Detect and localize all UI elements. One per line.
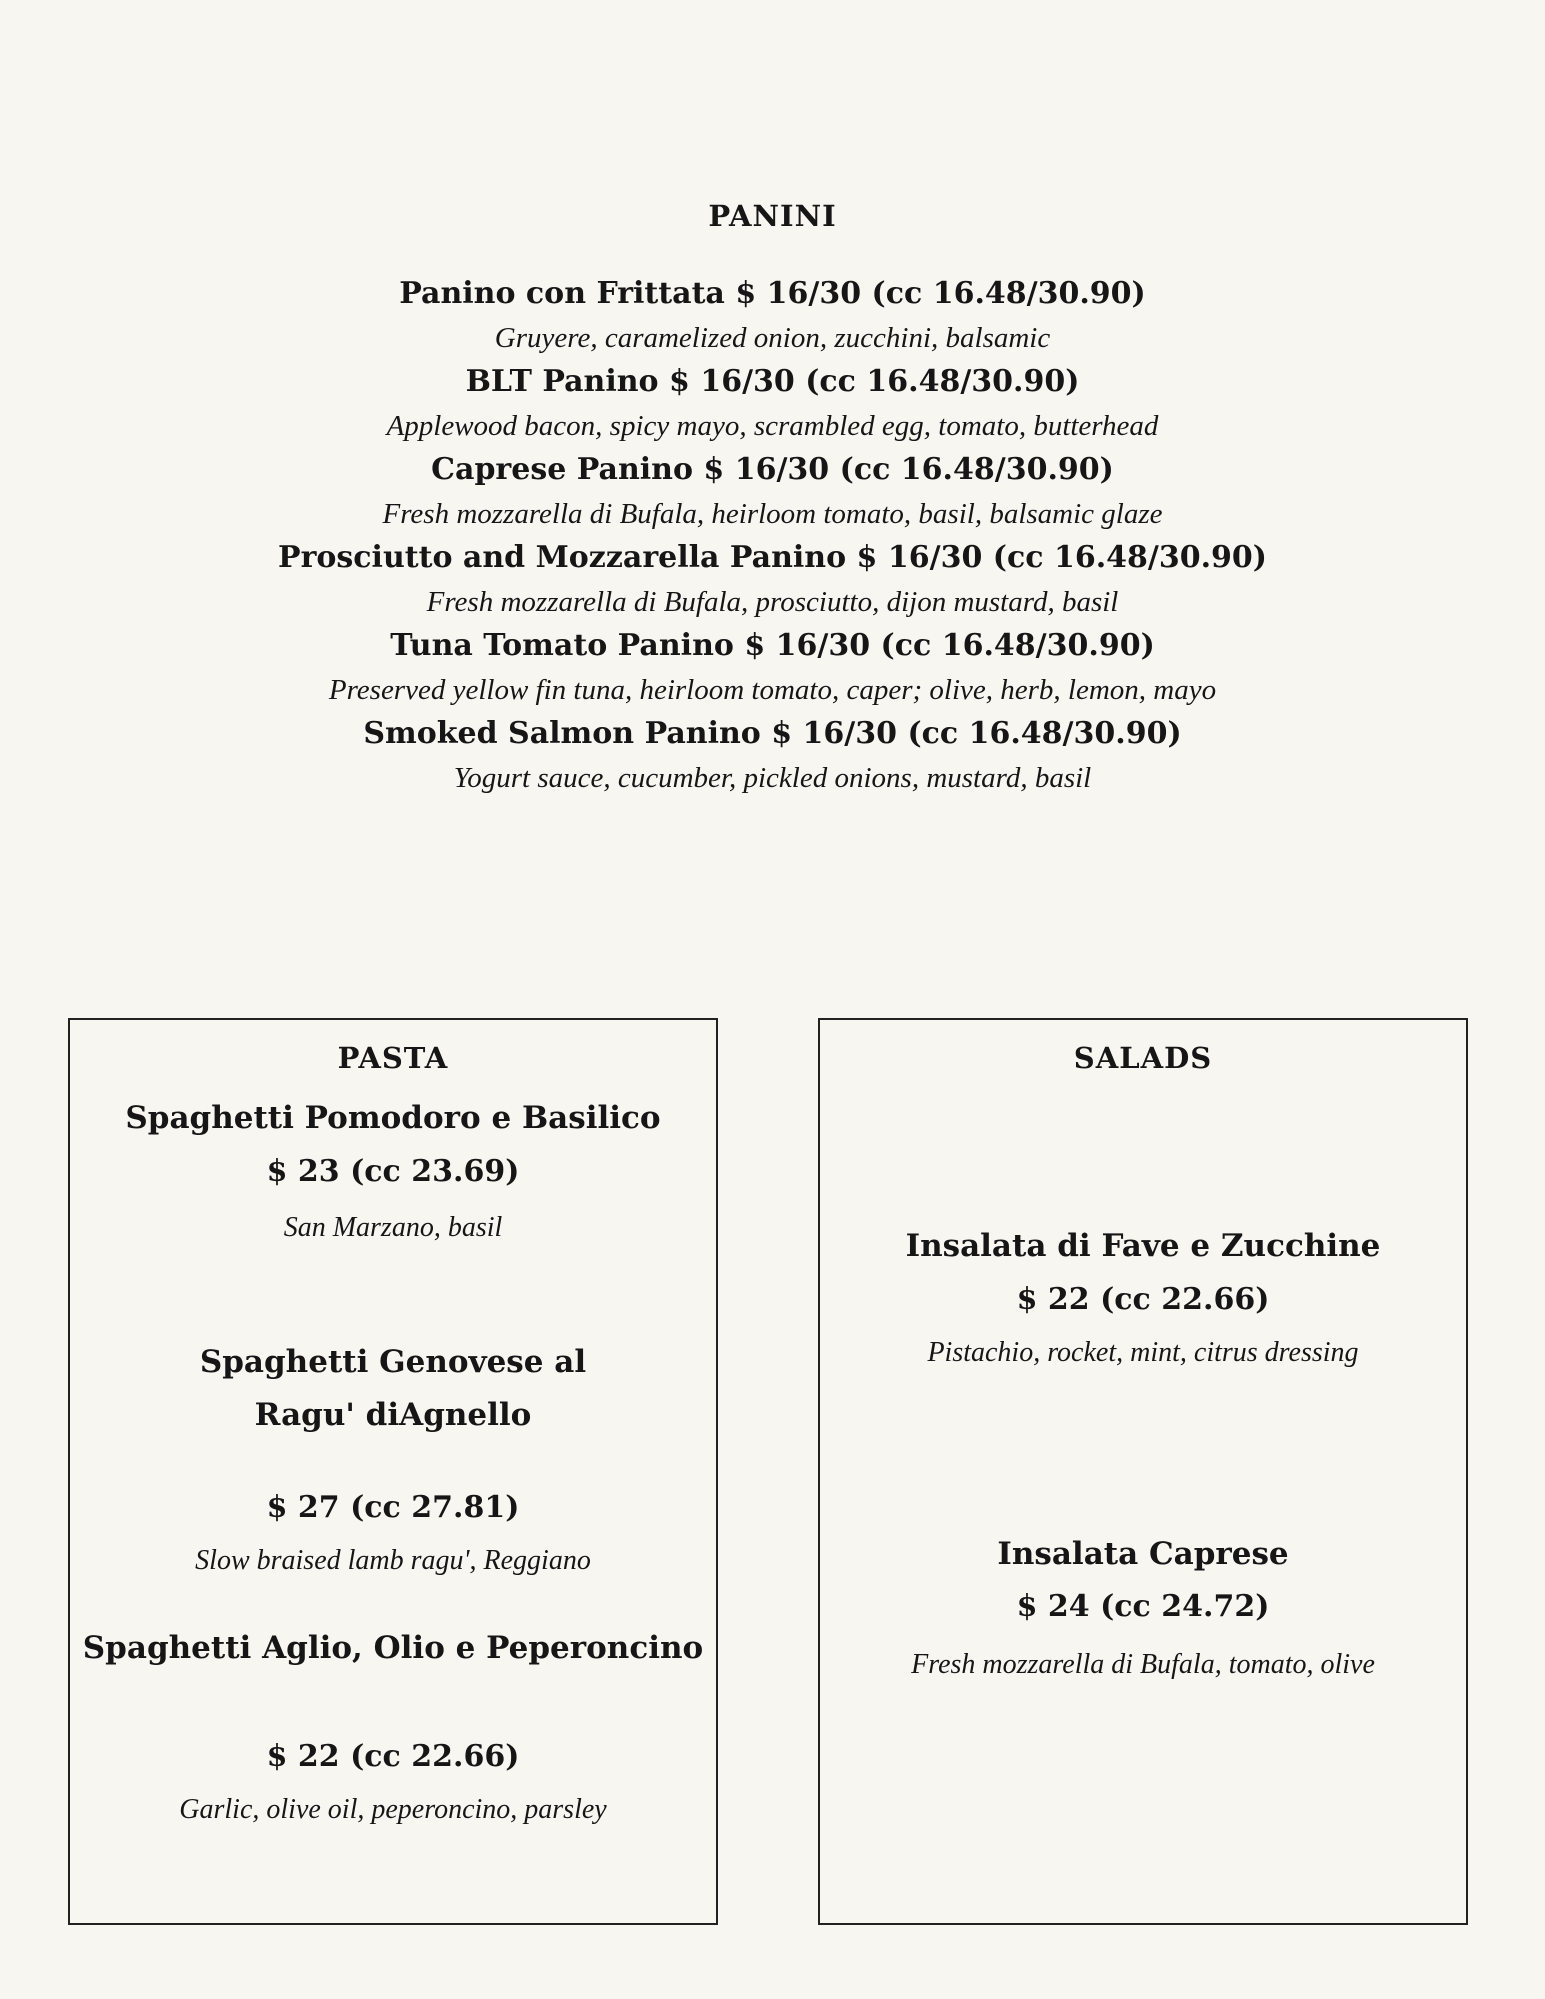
- pasta-section: [68, 1018, 718, 1925]
- item-name: Ragu' diAgnello: [254, 1397, 532, 1433]
- menu-item: [0, 624, 1545, 712]
- item-name: Tuna Tomato Panino $ 16/30 (cc 16.48/30.90): [390, 628, 1155, 663]
- item-description: Pistachio, rocket, mint, citrus dressing: [927, 1337, 1359, 1368]
- menu-item: [0, 360, 1545, 448]
- item-price: $ 22 (cc 22.66): [1016, 1282, 1270, 1317]
- item-name: BLT Panino $ 16/30 (cc 16.48/30.90): [465, 364, 1080, 399]
- item-name: Smoked Salmon Panino $ 16/30 (cc 16.48/30.90): [363, 716, 1182, 751]
- salads-section: [818, 1018, 1468, 1925]
- menu-item: [0, 712, 1545, 800]
- panini-section: [0, 196, 1545, 800]
- item-name: Insalata Caprese: [997, 1536, 1289, 1572]
- item-name: Spaghetti Genovese al: [199, 1344, 587, 1380]
- item-price: $ 24 (cc 24.72): [1016, 1589, 1270, 1624]
- item-description: Gruyere, caramelized onion, zucchini, balsamic: [494, 322, 1051, 354]
- item-name: Spaghetti Pomodoro e Basilico: [125, 1100, 661, 1136]
- item-name: Panino con Frittata $ 16/30 (cc 16.48/30.90): [399, 276, 1146, 311]
- menu-item: [0, 272, 1545, 360]
- item-description: Fresh mozzarella di Bufala, tomato, olive: [911, 1649, 1375, 1680]
- item-description: Yogurt sauce, cucumber, pickled onions, mustard, basil: [453, 762, 1092, 794]
- item-name: Prosciutto and Mozzarella Panino $ 16/30 (cc 16.48/30.90): [278, 540, 1267, 575]
- item-description: San Marzano, basil: [283, 1212, 503, 1243]
- item-description: Fresh mozzarella di Bufala, prosciutto, dijon mustard, basil: [426, 586, 1119, 618]
- item-description: Applewood bacon, spicy mayo, scrambled egg, tomato, butterhead: [386, 410, 1159, 442]
- menu-item: [0, 536, 1545, 624]
- item-description: Preserved yellow fin tuna, heirloom tomato, caper; olive, herb, lemon, mayo: [328, 674, 1217, 706]
- item-price: $ 22 (cc 22.66): [266, 1739, 520, 1774]
- item-name: Spaghetti Aglio, Olio e Peperoncino: [82, 1630, 704, 1666]
- item-name: Caprese Panino $ 16/30 (cc 16.48/30.90): [431, 452, 1114, 487]
- item-description: Slow braised lamb ragu', Reggiano: [195, 1545, 591, 1576]
- item-name: Insalata di Fave e Zucchine: [905, 1228, 1381, 1264]
- item-description: Fresh mozzarella di Bufala, heirloom tomato, basil, balsamic glaze: [382, 498, 1163, 530]
- pasta-title: PASTA: [337, 1041, 449, 1075]
- item-description: Garlic, olive oil, peperoncino, parsley: [179, 1794, 607, 1825]
- item-price: $ 27 (cc 27.81): [266, 1490, 520, 1525]
- item-price: $ 23 (cc 23.69): [266, 1154, 520, 1189]
- menu-item: [0, 448, 1545, 536]
- panini-title: PANINI: [708, 199, 837, 233]
- salads-title: SALADS: [1073, 1041, 1213, 1075]
